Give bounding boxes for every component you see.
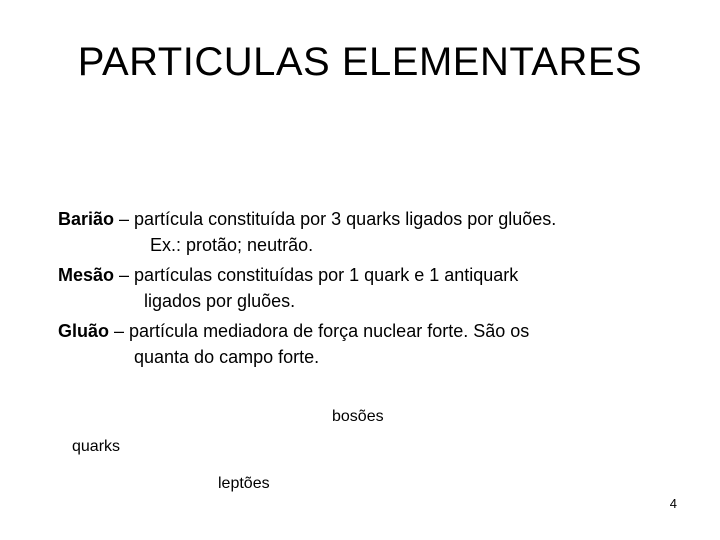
label-bosons: bosões: [332, 408, 384, 425]
definitions-list: [58, 206, 698, 374]
definition-baryon-text: – partícula constituída por 3 quarks ligados por gluões.: [114, 209, 557, 229]
label-quarks: quarks: [72, 438, 121, 455]
definition-gluon-continuation: quanta do campo forte.: [134, 347, 320, 367]
page-number: 4: [669, 496, 677, 511]
definition-gluon-text: – partícula mediadora de força nuclear forte. São os: [109, 321, 530, 341]
slide-title: PARTICULAS ELEMENTARES: [77, 40, 643, 84]
label-leptons: leptões: [218, 475, 270, 492]
definition-gluon: [58, 318, 698, 370]
definition-baryon: [58, 206, 698, 258]
definition-meson-text: – partículas constituídas por 1 quark e 1 antiquark: [114, 265, 519, 285]
definition-meson: [58, 262, 698, 314]
term-gluon: Gluão: [58, 321, 110, 341]
definition-baryon-examples: Ex.: protão; neutrão.: [150, 235, 314, 255]
term-meson: Mesão: [58, 265, 115, 285]
term-baryon: Barião: [58, 209, 115, 229]
definition-meson-continuation: ligados por gluões.: [144, 291, 296, 311]
